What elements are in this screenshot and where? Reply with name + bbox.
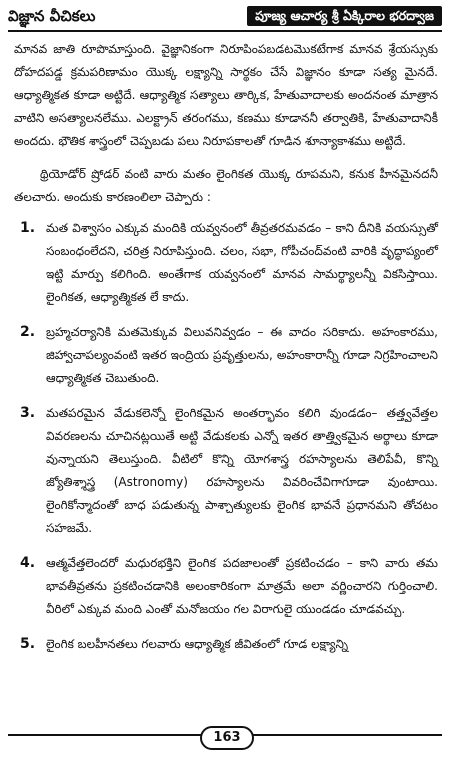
list-item-number: 2. xyxy=(20,324,36,340)
list-item-text: లైంగిక బలహీనతలు గలవారు ఆధ్యాత్మిక జీవితంలో గూడ లక్ష్యాన్ని xyxy=(46,637,348,651)
numbered-list xyxy=(14,217,438,656)
list-item xyxy=(14,552,438,621)
list-item-text: మతపరమైన వేడుకలెన్నో లైంగికమైన అంతర్భావం కలిగి వుండడం– తత్త్వవేత్తల వివరణలను చూచినట్లయితే అట్టి వేడుకలకు ఎన్నో ఇతర తాత్త్వికమైన అర్థాలు కూడా వున్నాయని తెలుస్తుంది. వీటిలో కొన్ని యోగశాస్త్ర రహస్యాలను తెలిపేవీ, కొన్ని జ్యోతిశ్శాస్త్ర (Astronomy) రహస్యాలను వివరించేవిగాగూడా వుంటాయి. లైంగికోన్మాదంతో బాధ పడుతున్న పాశ్చాత్యులకు లైంగిక భావనే ప్రధానమని తోచటం సహజమే. xyxy=(46,406,438,535)
page-header xyxy=(8,6,442,28)
list-item-text: బ్రహ్మచర్యానికి మతమెక్కువ విలువనివ్వడం – ఈ వాదం సరికాదు. అహంకారము, జిహ్వాచాపల్యంవంటి ఇతర ఇంద్రియ ప్రవృత్తులను, అహంకారాన్నీ గూడా నిగ్రహించాలని ఆధ్యాత్మికత చెబుతుంది. xyxy=(46,325,438,385)
list-item-text: ఆత్మవేత్తలెందరో మధురభక్తిని లైంగిక పదజాలంతో ప్రకటించడం – కాని వారు తమ భావతీవ్రతను ప్రకటించడానికి అలంకారికంగా మాత్రమే అలా వర్ణించారని గుర్తించాలి. వీరిలో ఎక్కువ మంది ఎంతో మనోజయం గల విరాగులై యుండడం చూడవచ్చు. xyxy=(46,556,438,616)
paragraph-1: మానవ జాతి రూపొమాస్తుంది. వైజ్ఞానికంగా నిరూపింపబడటమొకటేగాక మానవ శ్రేయస్సుకు దోహదపడ్డ క్రమపరిణామం యొక్క లక్ష్యాన్ని సార్థకం చేసే విజ్ఞానం కూడా సత్య మైనదే. ఆధ్యాత్మికత కూడా అట్టిదే. ఆధ్యాత్మిక సత్యాలు తార్కిక, హేతువాదాలకు అందనంత మాత్రాన వాటిని అసత్యాలనలేము. ఎలక్ట్రాన్ తరంగము, కణము కూడాననీ తర్వాతికి, హేతువాదానికీ అందదు. భౌతిక శాస్త్రంలో చెప్పబడు పలు నిరూపకాలతో గూడిన శూన్యాకాశము అట్టిదే. xyxy=(14,42,438,148)
list-item-number: 4. xyxy=(20,555,36,571)
header-rule xyxy=(8,30,442,32)
list-item xyxy=(14,402,438,540)
page-number: 163 xyxy=(200,726,254,750)
list-item xyxy=(14,217,438,309)
list-item xyxy=(14,321,438,390)
list-item-number: 3. xyxy=(20,405,36,421)
page-body xyxy=(14,38,438,668)
list-item-number: 1. xyxy=(20,220,36,236)
list-item-number: 5. xyxy=(20,636,36,652)
list-item xyxy=(14,633,438,656)
paragraph-2: థ్రియోడోర్ ష్రోడర్ వంటి వారు మతం లైంగికత యొక్క రూపమని, కనుక హీనమైనదనీ తలచారు. అందుకు కారణంలిలా చెప్పారు : xyxy=(14,167,438,204)
book-title: విజ్ఞాన వీచికలు xyxy=(8,7,96,25)
author-banner: పూజ్య ఆచార్య శ్రీ ఏక్కిరాల భరద్వాజ xyxy=(247,6,442,26)
list-item-text: మత విశ్వాసం ఎక్కువ మందికి యవ్వనంలో తీవ్రతరమవడం – కాని దీనికి వయస్సుతో సంబంధంలేదని, చరిత్ర నిరూపిస్తుంది. చలం, సభా, గోపీచంద్‌వంటి వారికి వృద్ధాప్యంలో ఇట్టి మార్పు కలిగింది. అంతేగాక యవ్వనంలో మానవ సామర్థ్యాలన్నీ వికసిస్తాయి. లైంగికత, ఆధ్యాత్మికత లే కాదు. xyxy=(46,221,438,304)
